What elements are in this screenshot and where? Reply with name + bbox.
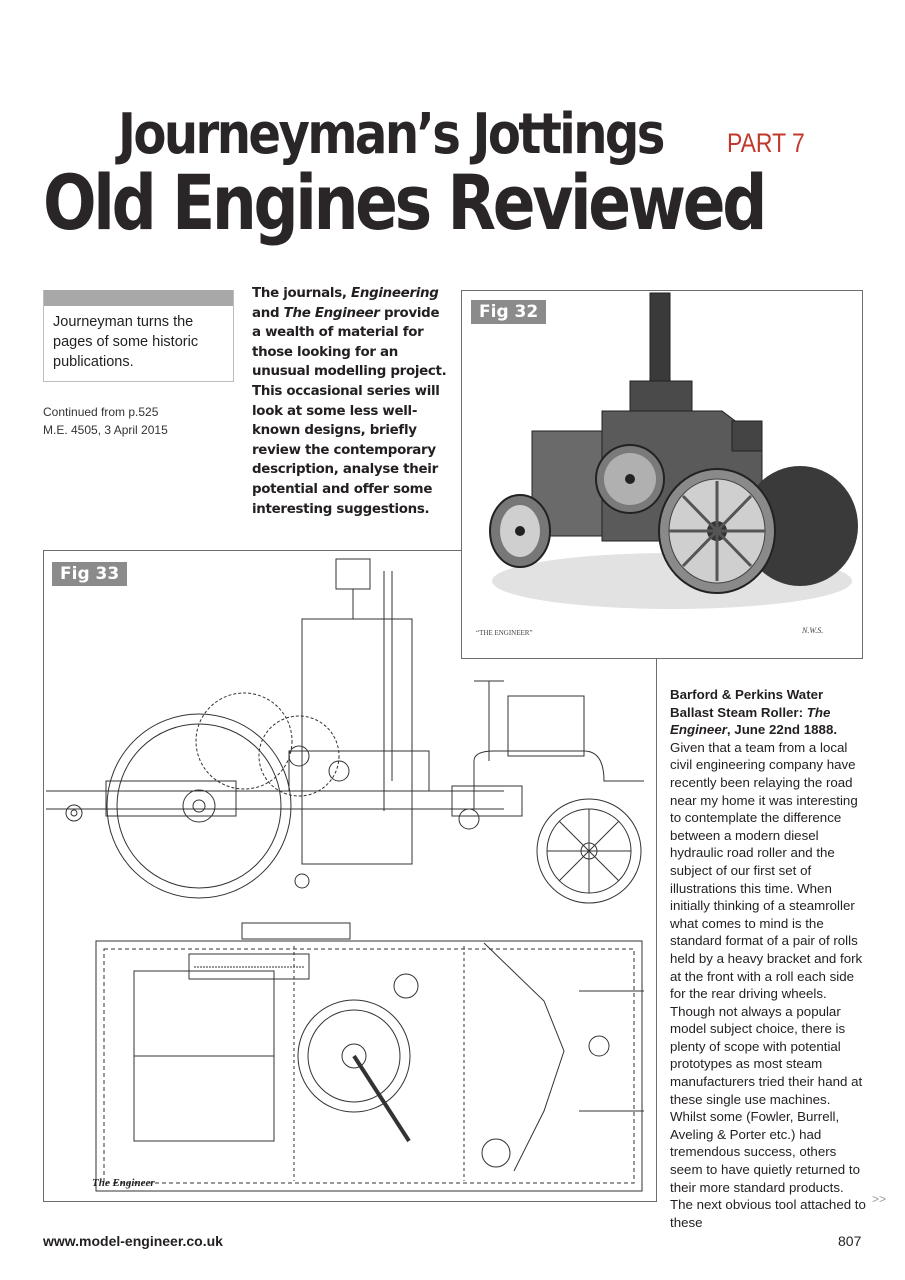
small-wheel-plan-1 bbox=[394, 974, 418, 998]
standfirst-bar bbox=[44, 290, 233, 306]
heading-part-c: , June 22nd 1888. bbox=[726, 722, 838, 738]
standfirst-text: Journeyman turns the pages of some historic publications. bbox=[53, 314, 199, 370]
continued-line-2: M.E. 4505, 3 April 2015 bbox=[43, 423, 168, 437]
intro-text-3: provide a wealth of material for those looking for an unusual modelling project. This occasional series will look at some less well-known designs, briefly review the contemporary description, analyse their potential and offer some interesting suggestions. bbox=[252, 305, 447, 517]
article-body: Given that a team from a local civil engineering company have recently been relaying the road near my home it was interesting to contemplate the difference between a modern diesel hydraulic road roller and the subject of our first set of illustrations this time. When initially thinking of a steamroller what comes to mind is the standard format of a pair of rolls held by a heavy bracket and fork at the front with a roll each side for the rear driving wheels. Though not always a popular model subject choice, there is plenty of scope with potential prototypes as most steam manufacturers tried their hand at these single use machines. Whilst some (Fowler, Burrell, Aveling & Porter etc.) had tremendous success, others seem to have quietly returned to their more standard products. The next obvious tool attached to these bbox=[670, 739, 866, 1230]
fig32-credit-right: N.W.S. bbox=[802, 626, 824, 635]
main-title: Old Engines Reviewed bbox=[43, 158, 765, 247]
standfirst-box bbox=[43, 290, 234, 382]
chimney-top bbox=[336, 559, 370, 589]
intro-paragraph bbox=[252, 284, 452, 519]
intro-journal-1: Engineering bbox=[351, 286, 439, 301]
fig33-credit: The Engineer bbox=[92, 1177, 155, 1189]
page-number: 807 bbox=[838, 1233, 862, 1249]
boiler-side bbox=[302, 619, 412, 864]
series-title: Journeyman’s Jottings bbox=[118, 102, 663, 167]
gear-large bbox=[196, 693, 292, 789]
heading-part-a: Barford & Perkins Water Ballast Steam Roller: bbox=[670, 687, 824, 720]
fig32-label: Fig 32 bbox=[471, 300, 546, 324]
article-column bbox=[670, 686, 870, 1231]
cab-box bbox=[508, 696, 584, 756]
continued-line-1: Continued from p.525 bbox=[43, 405, 159, 419]
continue-arrow-icon: >> bbox=[872, 1192, 887, 1206]
rear-wheel-side bbox=[107, 714, 291, 898]
fig32-engraving bbox=[462, 291, 862, 658]
chimney bbox=[650, 293, 670, 383]
intro-text-1: The journals, bbox=[252, 286, 352, 301]
front-roll bbox=[659, 466, 858, 593]
rear-wheel bbox=[490, 495, 550, 567]
cylinder bbox=[289, 751, 429, 791]
intro-text-2: and bbox=[252, 305, 284, 321]
plan-frame bbox=[96, 941, 642, 1191]
tow-eye bbox=[66, 805, 82, 821]
flywheel bbox=[596, 445, 664, 513]
intro-journal-2: The Engineer bbox=[283, 305, 380, 321]
continued-note bbox=[43, 403, 233, 439]
gear-small bbox=[259, 716, 339, 796]
fig33-label: Fig 33 bbox=[52, 562, 127, 586]
small-wheel-plan-2 bbox=[482, 1139, 510, 1167]
figure-32 bbox=[461, 290, 863, 659]
plan-top-plate bbox=[242, 923, 350, 939]
part-label: PART 7 bbox=[727, 128, 805, 158]
article-heading bbox=[670, 686, 870, 739]
footer-url: www.model-engineer.co.uk bbox=[43, 1233, 223, 1249]
heading-part-b: The Engineer bbox=[670, 704, 831, 738]
fig32-credit-left: “THE ENGINEER” bbox=[476, 629, 533, 637]
